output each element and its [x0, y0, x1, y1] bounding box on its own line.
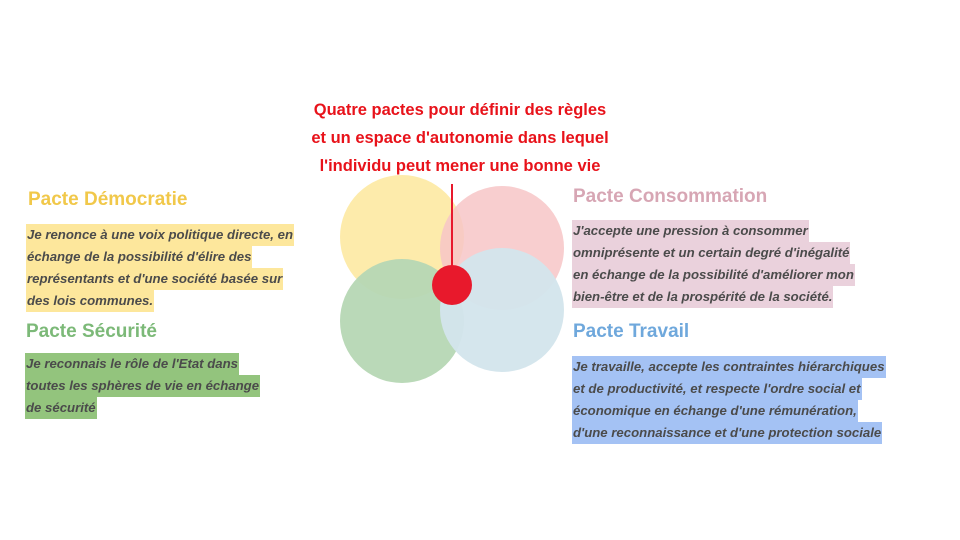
consommation-line-4: bien-être et de la prospérité de la société.	[572, 286, 833, 308]
travail-line-2: et de productivité, et respecte l'ordre social et	[572, 378, 862, 400]
consommation-line-2: omniprésente et un certain degré d'inégalité	[572, 242, 850, 264]
center-dot	[432, 265, 472, 305]
heading-travail: Pacte Travail	[573, 321, 690, 342]
heading-consommation: Pacte Consommation	[573, 186, 768, 207]
text-consommation	[572, 220, 855, 308]
securite-line-2: toutes les sphères de vie en échange	[25, 375, 260, 397]
text-travail	[572, 356, 886, 444]
democratie-line-3: représentants et d'une société basée sur	[26, 268, 283, 290]
securite-line-1: Je reconnais le rôle de l'Etat dans	[25, 353, 239, 375]
democratie-line-1: Je renonce à une voix politique directe, en	[26, 224, 294, 246]
title-line-1: Quatre pactes pour définir des règles	[313, 101, 607, 119]
democratie-line-2: échange de la possibilité d'élire des	[26, 246, 252, 268]
consommation-line-1: J'accepte une pression à consommer	[572, 220, 809, 242]
travail-line-4: d'une reconnaissance et d'une protection sociale	[572, 422, 882, 444]
text-democratie	[26, 224, 294, 312]
travail-line-1: Je travaille, accepte les contraintes hiérarchiques	[572, 356, 886, 378]
securite-line-3: de sécurité	[25, 397, 97, 419]
heading-democratie: Pacte Démocratie	[28, 189, 188, 210]
democratie-line-4: des lois communes.	[26, 290, 154, 312]
title-line-3: l'individu peut mener une bonne vie	[319, 157, 601, 175]
title-line-2: et un espace d'autonomie dans lequel	[311, 129, 609, 147]
travail-line-3: économique en échange d'une rémunération,	[572, 400, 858, 422]
heading-securite: Pacte Sécurité	[26, 321, 157, 342]
text-securite	[25, 353, 260, 419]
consommation-line-3: en échange de la possibilité d'améliorer mon	[572, 264, 855, 286]
